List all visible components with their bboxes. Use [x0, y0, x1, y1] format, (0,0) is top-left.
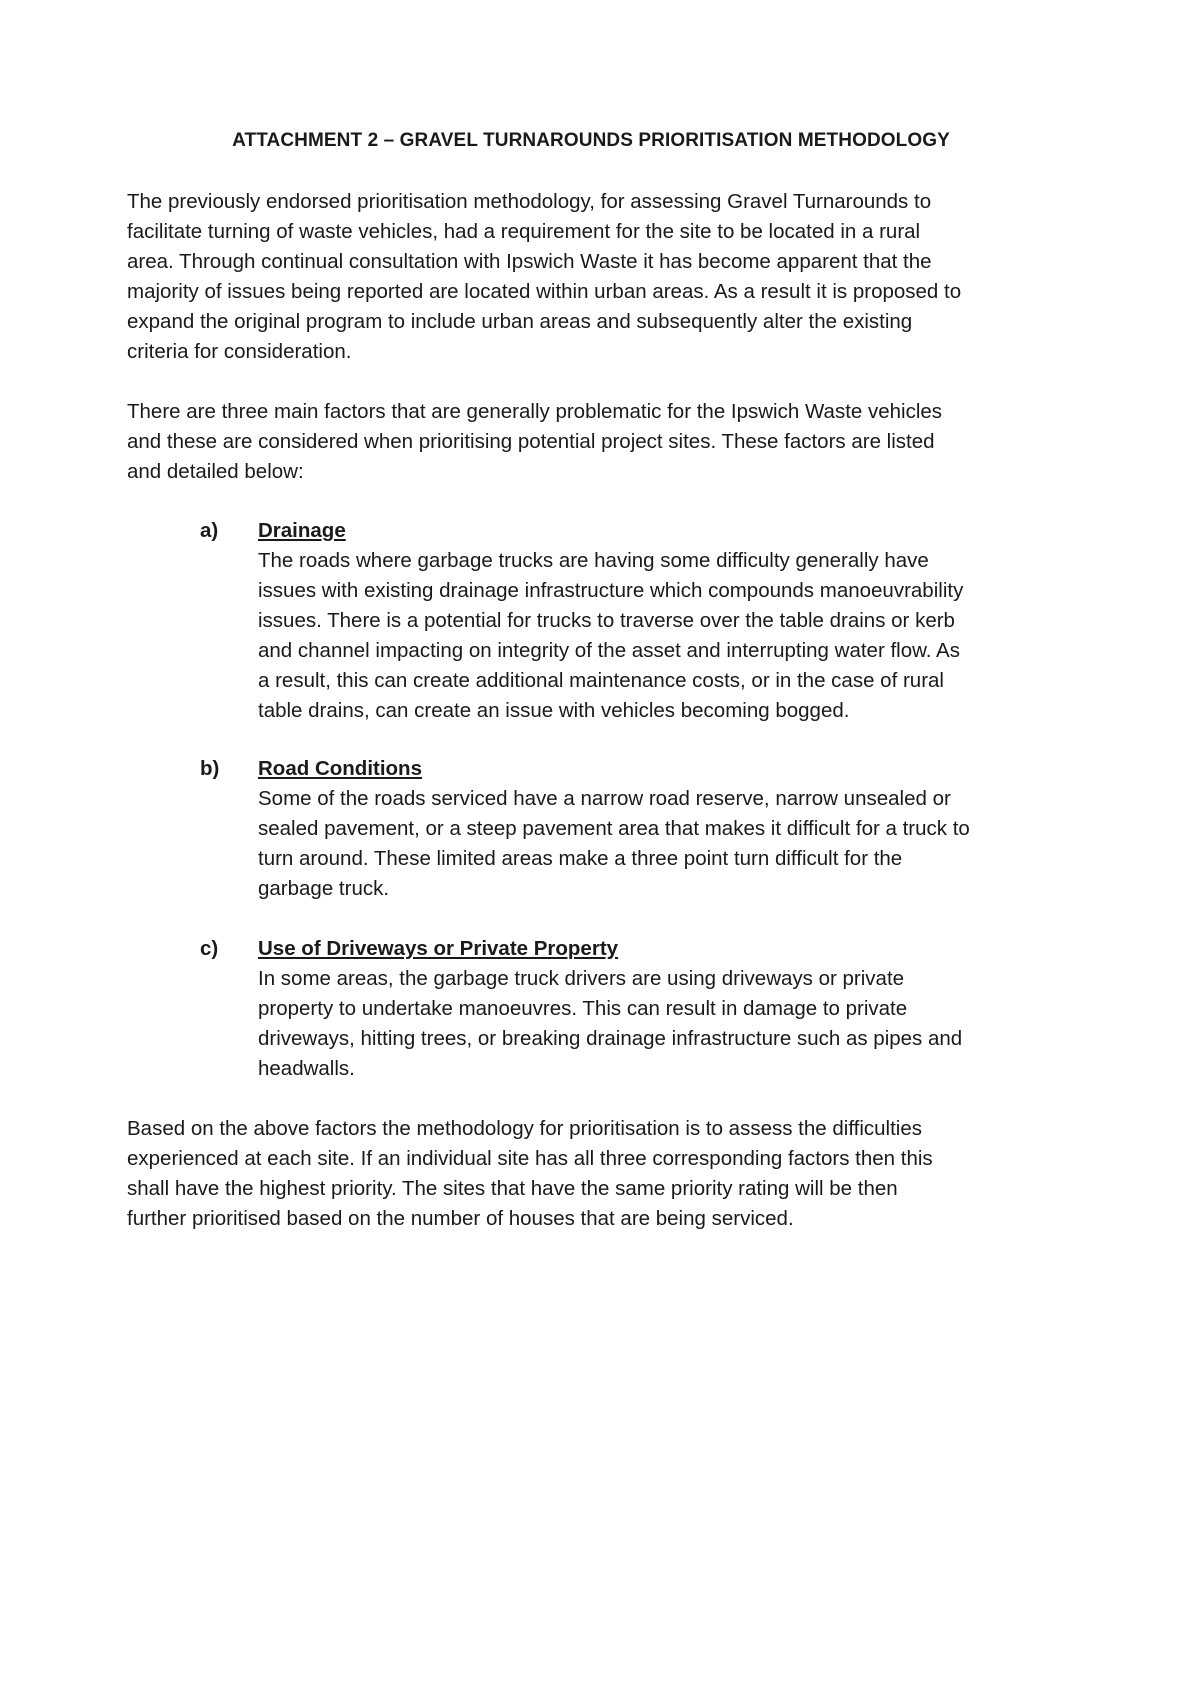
- factor-body: [258, 546, 1058, 726]
- intro-line: expand the original program to include urban areas and subsequently alter the existing: [127, 310, 913, 333]
- factor-line: driveways, hitting trees, or breaking drainage infrastructure such as pipes and: [258, 1027, 963, 1050]
- factor-line: sealed pavement, or a steep pavement area that makes it difficult for a truck to: [258, 817, 970, 840]
- factor-marker: b): [200, 757, 220, 780]
- intro-line: majority of issues being reported are located within urban areas. As a result it is proposed to: [127, 280, 962, 303]
- conclusion-line: experienced at each site. If an individual site has all three corresponding factors then this: [127, 1147, 933, 1170]
- intro-line: The previously endorsed prioritisation methodology, for assessing Gravel Turnarounds to: [127, 190, 932, 213]
- factor-line: a result, this can create additional maintenance costs, or in the case of rural: [258, 669, 944, 692]
- factors-intro-line: There are three main factors that are generally problematic for the Ipswich Waste vehicles: [127, 400, 943, 423]
- intro-paragraph: [127, 187, 1057, 367]
- factor-line: turn around. These limited areas make a three point turn difficult for the: [258, 847, 903, 870]
- intro-line: facilitate turning of waste vehicles, had a requirement for the site to be located in a rural: [127, 220, 921, 243]
- conclusion-paragraph: [127, 1114, 1057, 1234]
- document-title: ATTACHMENT 2 – GRAVEL TURNAROUNDS PRIORITISATION METHODOLOGY: [232, 130, 950, 151]
- conclusion-line: shall have the highest priority. The sites that have the same priority rating will be then: [127, 1177, 898, 1200]
- factor-line: table drains, can create an issue with vehicles becoming bogged.: [258, 699, 850, 722]
- factor-line: Some of the roads serviced have a narrow road reserve, narrow unsealed or: [258, 787, 951, 810]
- factors-intro-paragraph: [127, 397, 1057, 487]
- factor-marker: c): [200, 937, 219, 960]
- factor-line: In some areas, the garbage truck drivers are using driveways or private: [258, 967, 905, 990]
- factor-line: property to undertake manoeuvres. This can result in damage to private: [258, 997, 908, 1020]
- factor-line: issues. There is a potential for trucks to traverse over the table drains or kerb: [258, 609, 955, 632]
- factor-line: The roads where garbage trucks are having some difficulty generally have: [258, 549, 929, 572]
- intro-line: criteria for consideration.: [127, 340, 352, 363]
- factor-heading: Use of Driveways or Private Property: [258, 937, 619, 960]
- factor-body: [258, 964, 1058, 1084]
- intro-line: area. Through continual consultation with Ipswich Waste it has become apparent that the: [127, 250, 932, 273]
- factor-marker: a): [200, 519, 219, 542]
- factors-intro-line: and detailed below:: [127, 460, 304, 483]
- factor-line: issues with existing drainage infrastructure which compounds manoeuvrability: [258, 579, 964, 602]
- conclusion-line: Based on the above factors the methodology for prioritisation is to assess the difficulties: [127, 1117, 923, 1140]
- factor-line: headwalls.: [258, 1057, 355, 1080]
- factor-body: [258, 784, 1058, 904]
- factor-heading: Drainage: [258, 519, 346, 542]
- factor-line: and channel impacting on integrity of the asset and interrupting water flow. As: [258, 639, 960, 662]
- factor-heading: Road Conditions: [258, 757, 422, 780]
- factor-line: garbage truck.: [258, 877, 390, 900]
- conclusion-line: further prioritised based on the number of houses that are being serviced.: [127, 1207, 794, 1230]
- factors-intro-line: and these are considered when prioritising potential project sites. These factors are listed: [127, 430, 935, 453]
